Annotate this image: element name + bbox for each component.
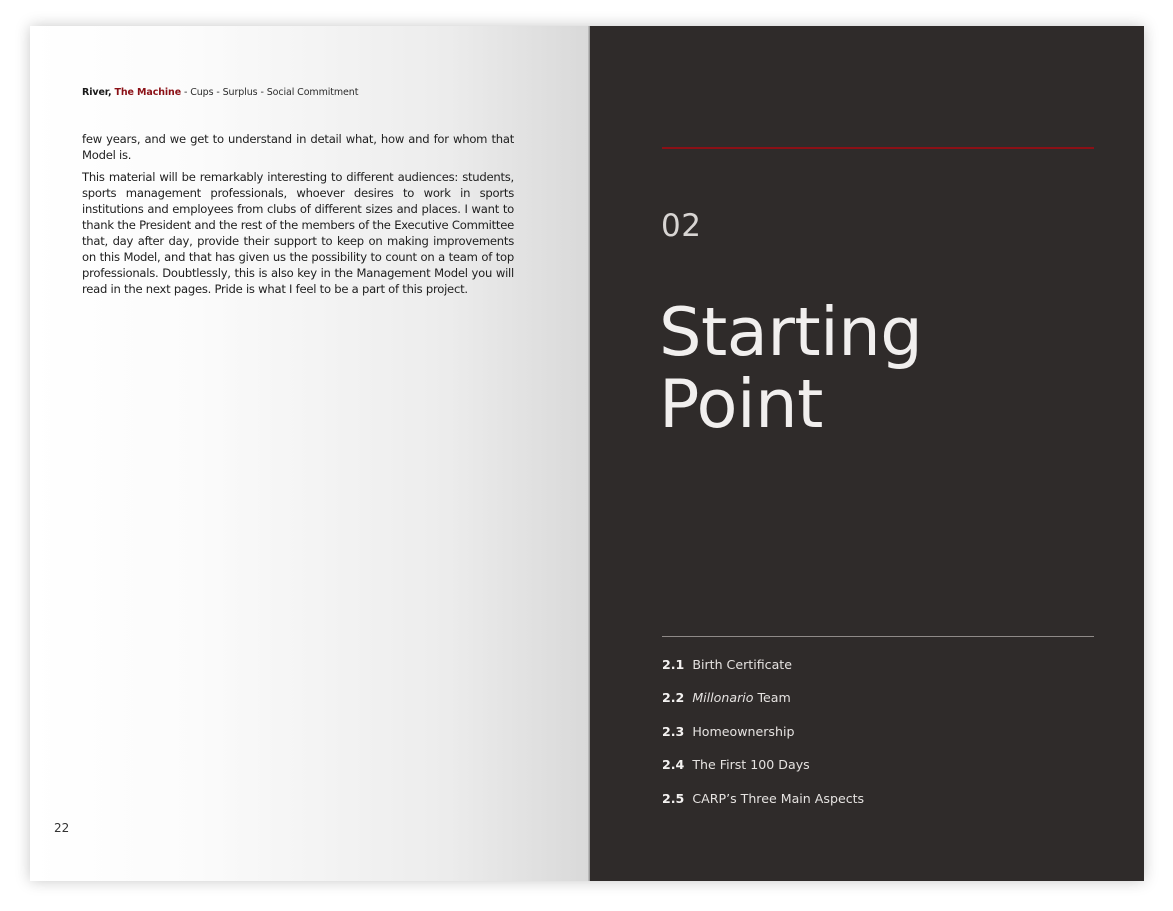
toc-item-number: 2.4: [662, 757, 685, 773]
book-spread: [30, 26, 1144, 881]
right-page: [590, 26, 1144, 881]
toc-item-label: Team: [753, 690, 791, 706]
page-number: 22: [54, 821, 70, 835]
chapter-title-line: Starting: [659, 293, 923, 371]
toc-item-label: Birth Certificate: [692, 657, 792, 672]
toc-item-label: CARP’s Three Main Aspects: [692, 790, 865, 806]
body-text: [82, 131, 514, 303]
toc-item: [662, 690, 864, 723]
running-head-accent: The Machine: [114, 87, 182, 98]
toc-item-number: 2.3: [662, 723, 685, 739]
table-of-contents: [662, 657, 864, 824]
chapter-number: 02: [661, 208, 702, 244]
chapter-title-line: Point: [659, 365, 823, 443]
toc-item: [662, 791, 864, 824]
toc-item: [662, 724, 864, 757]
running-head: [82, 87, 358, 98]
chapter-title: [659, 293, 1079, 443]
paragraph: This material will be remarkably interesting to different audiences: students, sports management professionals, whoever desires to work in sports institutions and employees from clubs of different sizes and places. I want to thank the President and the rest of the members of the Executive Committee that, day after day, provide their support to keep on making improvements on this Model, and that has given us the possibility to count on a team of top professionals. Doubtlessly, this is also key in the Management Model you will read in the next pages. Pride is what I feel to be a part of this project.: [82, 170, 514, 296]
toc-item-number: 2.1: [662, 657, 685, 672]
toc-item-label: The First 100 Days: [692, 757, 810, 773]
left-page: [30, 26, 588, 881]
toc-item: [662, 757, 864, 790]
paragraph: few years, and we get to understand in detail what, how and for whom that Model is.: [82, 132, 514, 162]
toc-divider: [662, 636, 1094, 637]
running-head-brand: River,: [82, 87, 112, 98]
running-head-rest: - Cups - Surplus - Social Commitment: [181, 87, 359, 98]
toc-item: [662, 657, 864, 690]
red-rule-divider: [662, 147, 1094, 149]
toc-item-number: 2.2: [662, 690, 685, 706]
toc-item-number: 2.5: [662, 790, 685, 806]
toc-item-label: Homeownership: [692, 723, 795, 739]
toc-item-italic: Millonario: [692, 690, 754, 706]
